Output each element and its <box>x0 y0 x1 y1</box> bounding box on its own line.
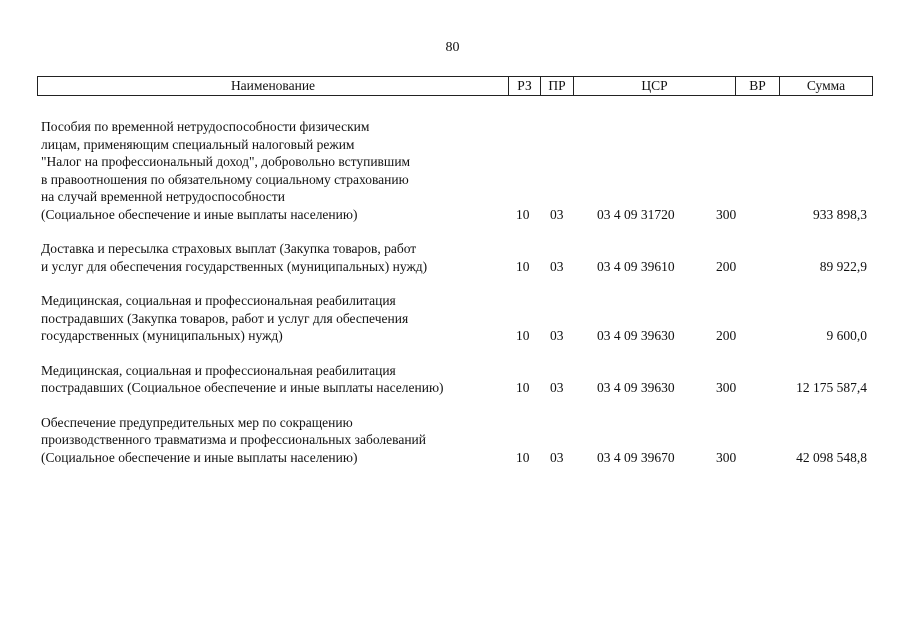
row-name: Доставка и пересылка страховых выплат (Закупка товаров, работ и услуг для обеспечения государственных (муниципальных) нужд) <box>41 241 428 274</box>
table-header <box>37 76 873 96</box>
row-csr: 03 4 09 39630 <box>597 380 675 395</box>
row-name: Обеспечение предупредительных мер по сокращению производственного травматизма и профессиональных заболеваний (Социальное обеспечение и иные выплаты населению) <box>41 414 426 465</box>
row-name: Пособия по временной нетрудоспособности физическим лицам, применяющим специальный налоговый режим "Налог на профессиональный доход", добровольно вступившим в правоотношения по обязательному социальному страхованию на случай временной нетрудоспособности (Социальное обеспечение и иные выплаты населению) <box>41 119 411 222</box>
row-pr: 03 <box>550 206 564 222</box>
header-vr: ВР <box>736 77 780 95</box>
header-pr: ПР <box>541 77 574 95</box>
table-row <box>0 118 905 223</box>
table-row <box>0 240 905 275</box>
row-rz: 10 <box>516 206 530 222</box>
header-name: Наименование <box>38 77 509 95</box>
row-sum: 933 898,3 <box>813 206 867 222</box>
row-rz: 10 <box>516 258 530 274</box>
row-sum: 9 600,0 <box>826 328 867 343</box>
row-pr: 03 <box>550 258 564 274</box>
row-vr: 300 <box>716 449 737 465</box>
header-rz: РЗ <box>509 77 541 95</box>
row-rz: 10 <box>516 328 530 343</box>
row-pr: 03 <box>550 380 564 395</box>
row-vr: 300 <box>716 206 737 222</box>
row-rz: 10 <box>516 380 530 395</box>
table-row <box>0 414 905 467</box>
page-number: 80 <box>445 40 460 55</box>
row-name: Медицинская, социальная и профессиональная реабилитация пострадавших (Закупка товаров, работ и услуг для обеспечения государственных (муниципальных) нужд) <box>41 293 409 343</box>
row-pr: 03 <box>550 328 564 343</box>
row-vr: 200 <box>716 258 737 274</box>
row-pr: 03 <box>550 449 564 465</box>
table-body <box>0 118 905 483</box>
row-rz: 10 <box>516 449 530 465</box>
row-csr: 03 4 09 39630 <box>597 328 675 343</box>
table-row <box>0 362 905 397</box>
row-sum: 42 098 548,8 <box>796 449 867 465</box>
row-vr: 300 <box>716 380 737 395</box>
row-name: Медицинская, социальная и профессиональная реабилитация пострадавших (Социальное обеспечение и иные выплаты населению) <box>41 362 444 395</box>
header-csr: ЦСР <box>574 77 736 95</box>
row-csr: 03 4 09 31720 <box>597 206 675 222</box>
header-sum: Сумма <box>806 78 846 93</box>
table-row <box>0 292 905 345</box>
row-vr: 200 <box>716 328 737 343</box>
row-csr: 03 4 09 39670 <box>597 449 675 465</box>
row-csr: 03 4 09 39610 <box>597 258 675 274</box>
row-sum: 12 175 587,4 <box>796 380 867 395</box>
row-sum: 89 922,9 <box>819 258 867 274</box>
